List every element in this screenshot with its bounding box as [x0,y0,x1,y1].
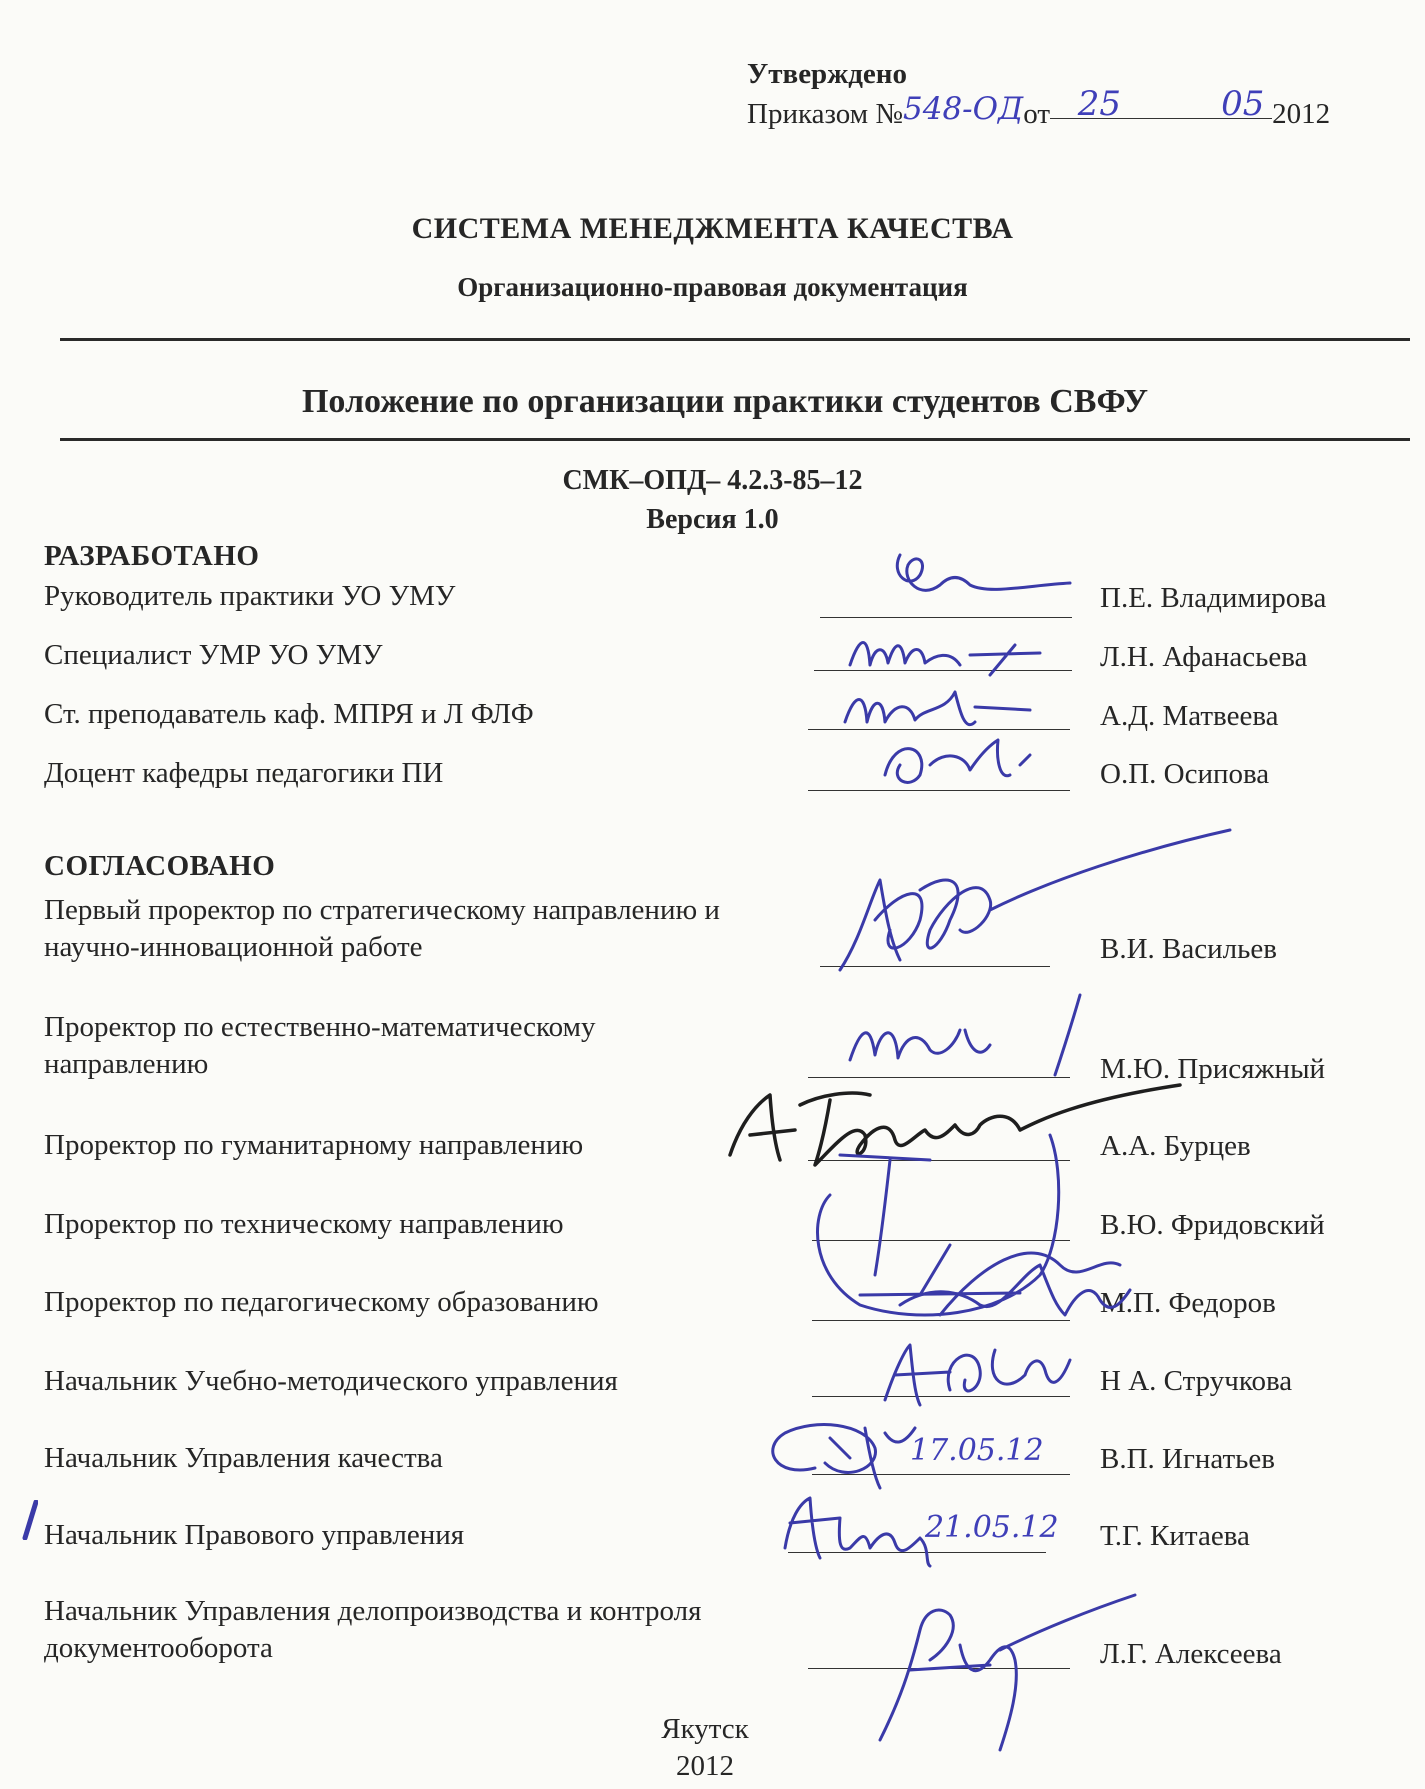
signatory-name: А.Д. Матвеева [1100,700,1279,732]
system-subtitle: Организационно-правовая документация [457,272,968,302]
order-label: Приказом № [747,98,903,130]
signatory-role: Начальник Правового управления [44,1519,465,1551]
signature-line [820,617,1072,618]
system-title: СИСТЕМА МЕНЕДЖМЕНТА КАЧЕСТВА [411,212,1014,245]
approval-order-line [747,84,1331,131]
signatory-name: М.Ю. Присяжный [1100,1053,1326,1085]
signatory-name: В.П. Игнатьев [1100,1443,1275,1475]
order-number-handwritten: 548-ОД [903,91,1024,127]
signature-date-handwritten: 17.05.12 [910,1433,1044,1468]
signatory-role: Начальник Учебно-методического управления [44,1365,618,1397]
signature-date-handwritten: 21.05.12 [925,1510,1059,1545]
date-blank [1050,84,1272,124]
signatory-role: Специалист УМР УО УМУ [44,639,383,671]
document-code: СМК–ОПД– 4.2.3-85–12 [562,465,863,496]
signatory-name: Л.Г. Алексеева [1100,1638,1282,1670]
signatory-name: Т.Г. Китаева [1100,1520,1250,1552]
signatory-role: Проректор по естественно-математическому направлению [44,1011,596,1080]
footer-year: 2012 [676,1750,734,1782]
signatory-role: Первый проректор по стратегическому направлению и научно-инновационной работе [44,894,720,963]
signature-vladimirova [880,545,1080,615]
document-title: Положение по организации практики студентов СВФУ [301,383,1149,420]
signature-fedorov [890,1245,1140,1325]
signatory-role: Начальник Управления качества [44,1442,443,1474]
from-label: от [1023,98,1051,130]
signatory-role: Ст. преподаватель каф. МПРЯ и Л ФЛФ [44,698,534,730]
signature-struchkova [865,1330,1085,1410]
signature-osipova [870,725,1070,795]
signature-prisyazhny [840,990,1140,1080]
signatory-name: О.П. Осипова [1100,758,1270,790]
date-month-handwritten: 05 [1221,84,1265,124]
signature-alekseeva [850,1590,1140,1755]
footer-city: Якутск [661,1713,749,1745]
bottom-rule [60,438,1410,441]
signatory-name: М.П. Федоров [1100,1287,1276,1319]
signature-kitaeva [770,1488,940,1568]
margin-tick-mark [22,1500,38,1540]
agreed-heading: СОГЛАСОВАНО [44,850,276,882]
signatory-role: Проректор по гуманитарному направлению [44,1129,584,1161]
signatory-name: В.И. Васильев [1100,933,1277,965]
signatory-name: Н А. Стручкова [1100,1365,1293,1397]
signatory-name: П.Е. Владимирова [1100,582,1327,614]
signatory-role: Руководитель практики УО УМУ [44,580,456,612]
signatory-role: Начальник Управления делопроизводства и контроля документооборота [44,1595,702,1664]
approval-title: Утверждено [747,58,907,90]
signatory-role: Доцент кафедры педагогики ПИ [44,757,444,789]
developed-heading: РАЗРАБОТАНО [44,540,260,572]
signature-vasilyev [820,820,1240,990]
signature-ignatyev [755,1408,925,1498]
date-day-handwritten: 25 [1077,84,1122,124]
signatory-role: Проректор по педагогическому образованию [44,1286,599,1318]
signatory-name: В.Ю. Фридовский [1100,1209,1325,1241]
document-version: Версия 1.0 [646,504,779,535]
signatory-name: А.А. Бурцев [1100,1130,1251,1162]
top-rule [60,338,1410,341]
signatory-name: Л.Н. Афанасьева [1100,641,1308,673]
date-year: 2012 [1272,98,1331,130]
signatory-role: Проректор по техническому направлению [44,1208,564,1240]
